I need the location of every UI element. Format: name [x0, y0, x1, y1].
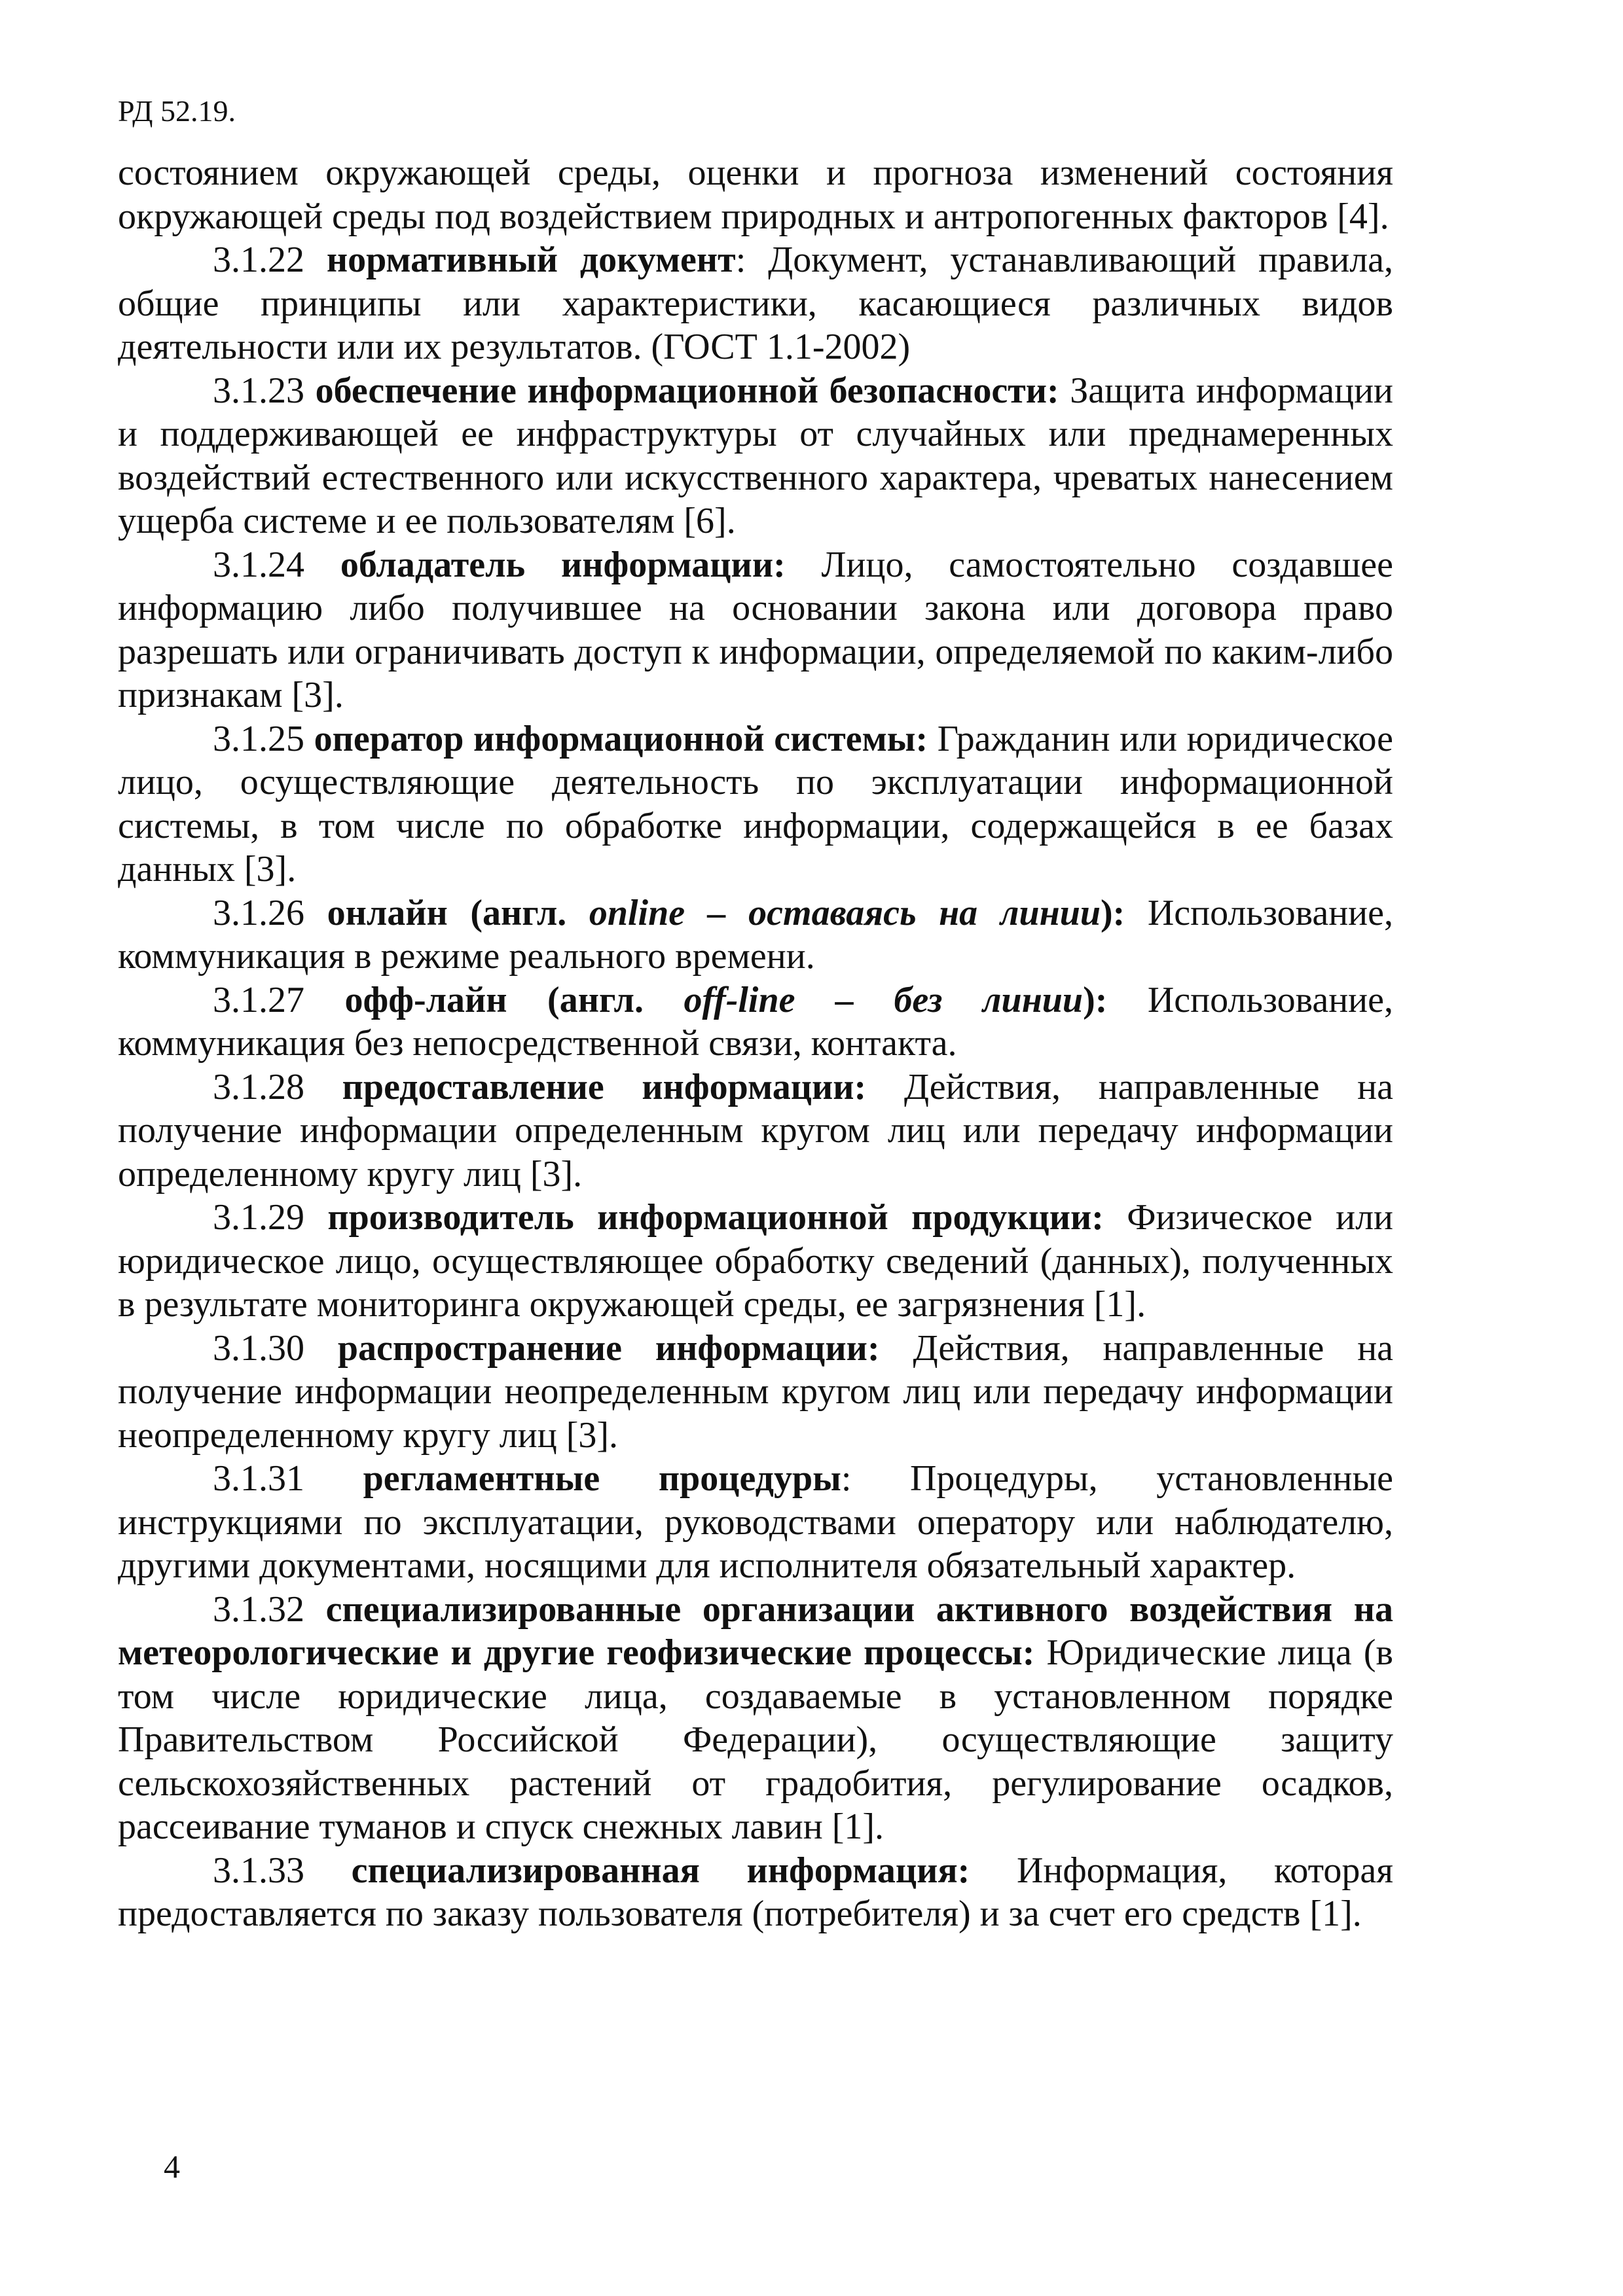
definition-term: регламентные процедуры: [363, 1458, 841, 1499]
definition-text: Юридические лица (в том числе юридические лица, создаваемые в установленном порядке Правительством Российской Федерации), осуществляющие защиту сельскохозяйственных растений от градобития, регулирование осадков, рассеивание туманов и спуск снежных лавин [1].: [118, 1632, 1393, 1847]
definition-text: : Документ, устанавливающий правила, общие принципы или характеристики, касающиеся различных видов деятельности или их результатов. (ГОСТ 1.1-2002): [118, 240, 1394, 367]
definition-3-1-30: [118, 1327, 1393, 1458]
definition-number: 3.1.33: [213, 1850, 352, 1891]
definition-term-closing: ):: [1083, 979, 1108, 1020]
definition-text: Действия, направленные на получение информации определенным кругом лиц или передачу информации определенному кругу лиц [3].: [118, 1066, 1393, 1194]
definition-number: 3.1.23: [213, 370, 316, 411]
definition-term: обладатель информации:: [340, 544, 786, 585]
definition-3-1-31: [118, 1457, 1393, 1588]
definition-3-1-29: [118, 1196, 1393, 1327]
continuation-paragraph: состоянием окружающей среды, оценки и прогноза изменений состояния окружающей среды под воздействием природных и антропогенных факторов [4].: [118, 152, 1393, 237]
definition-number: 3.1.29: [213, 1197, 328, 1238]
definition-3-1-28: [118, 1066, 1393, 1196]
definition-3-1-22: [118, 238, 1393, 369]
definition-number: 3.1.28: [213, 1066, 342, 1107]
definition-term: специализированные организации активного воздействия на метеорологические и другие геофизические процессы:: [118, 1588, 1394, 1673]
definition-term: обеспечение информационной безопасности:: [315, 370, 1059, 411]
definition-text: Физическое или юридическое лицо, осуществляющее обработку сведений (данных), полученных в результате мониторинга окружающей среды, ее загрязнения [1].: [118, 1197, 1393, 1325]
document-body: [118, 151, 1393, 1936]
definition-term: оператор информационной системы:: [314, 718, 928, 759]
definition-term: офф-лайн (англ.: [344, 979, 684, 1020]
definition-term: специализированная информация:: [351, 1850, 970, 1891]
definition-term: распространение информации:: [337, 1327, 880, 1369]
definition-term: нормативный документ: [326, 240, 736, 280]
definition-number: 3.1.30: [213, 1327, 338, 1369]
definition-3-1-23: [118, 369, 1393, 543]
definition-number: 3.1.32: [213, 1588, 326, 1630]
definition-term-translation: off-line – без линии: [684, 979, 1084, 1020]
definition-text: Защита информации и поддерживающей ее инфраструктуры от случайных или преднамеренных воздействий естественного или искусственного характера, чреватых нанесением ущерба системе и ее пользователям [6].: [118, 370, 1393, 541]
definition-number: 3.1.26: [213, 892, 327, 933]
definition-text: Информация, которая предоставляется по заказу пользователя (потребителя) и за счет его средств [1].: [118, 1850, 1393, 1934]
definition-text: Лицо, самостоятельно создавшее информацию либо получившее на основании закона или договора право разрешать или ограничивать доступ к информации, определяемой по каким-либо признакам [3].: [118, 544, 1394, 715]
definition-term: производитель информационной продукции:: [327, 1197, 1104, 1238]
definition-3-1-24: [118, 543, 1393, 717]
definition-3-1-32: [118, 1588, 1393, 1849]
definition-number: 3.1.27: [213, 979, 345, 1020]
definition-text: Использование, коммуникация без непосредственной связи, контакта.: [118, 979, 1394, 1064]
definition-3-1-26: [118, 891, 1393, 978]
definition-number: 3.1.24: [213, 544, 340, 585]
definition-text: Использование, коммуникация в режиме реального времени.: [118, 892, 1394, 977]
definition-text: : Процедуры, установленные инструкциями по эксплуатации, руководствами оператору или наблюдателю, другими документами, носящими для исполнителя обязательный характер.: [118, 1458, 1393, 1586]
definition-3-1-27: [118, 978, 1393, 1066]
definition-term: предоставление информации:: [342, 1066, 867, 1107]
definition-3-1-33: [118, 1849, 1393, 1936]
page-number: 4: [164, 2148, 180, 2185]
definition-text: Гражданин или юридическое лицо, осуществляющие деятельность по эксплуатации информационной системы, в том числе по обработке информации, содержащейся в ее базах данных [3].: [118, 718, 1394, 889]
definition-3-1-25: [118, 717, 1393, 891]
definition-term-closing: ):: [1101, 892, 1125, 933]
definition-term-translation: online – оставаясь на линии: [589, 892, 1101, 933]
document-code-header: РД 52.19.: [118, 94, 236, 128]
definition-number: 3.1.25: [213, 718, 314, 759]
definition-text: Действия, направленные на получение информации неопределенным кругом лиц или передачу информации неопределенному кругу лиц [3].: [118, 1327, 1394, 1456]
definition-term: онлайн (англ.: [327, 892, 589, 933]
definition-number: 3.1.22: [213, 240, 327, 280]
definition-number: 3.1.31: [213, 1458, 363, 1499]
